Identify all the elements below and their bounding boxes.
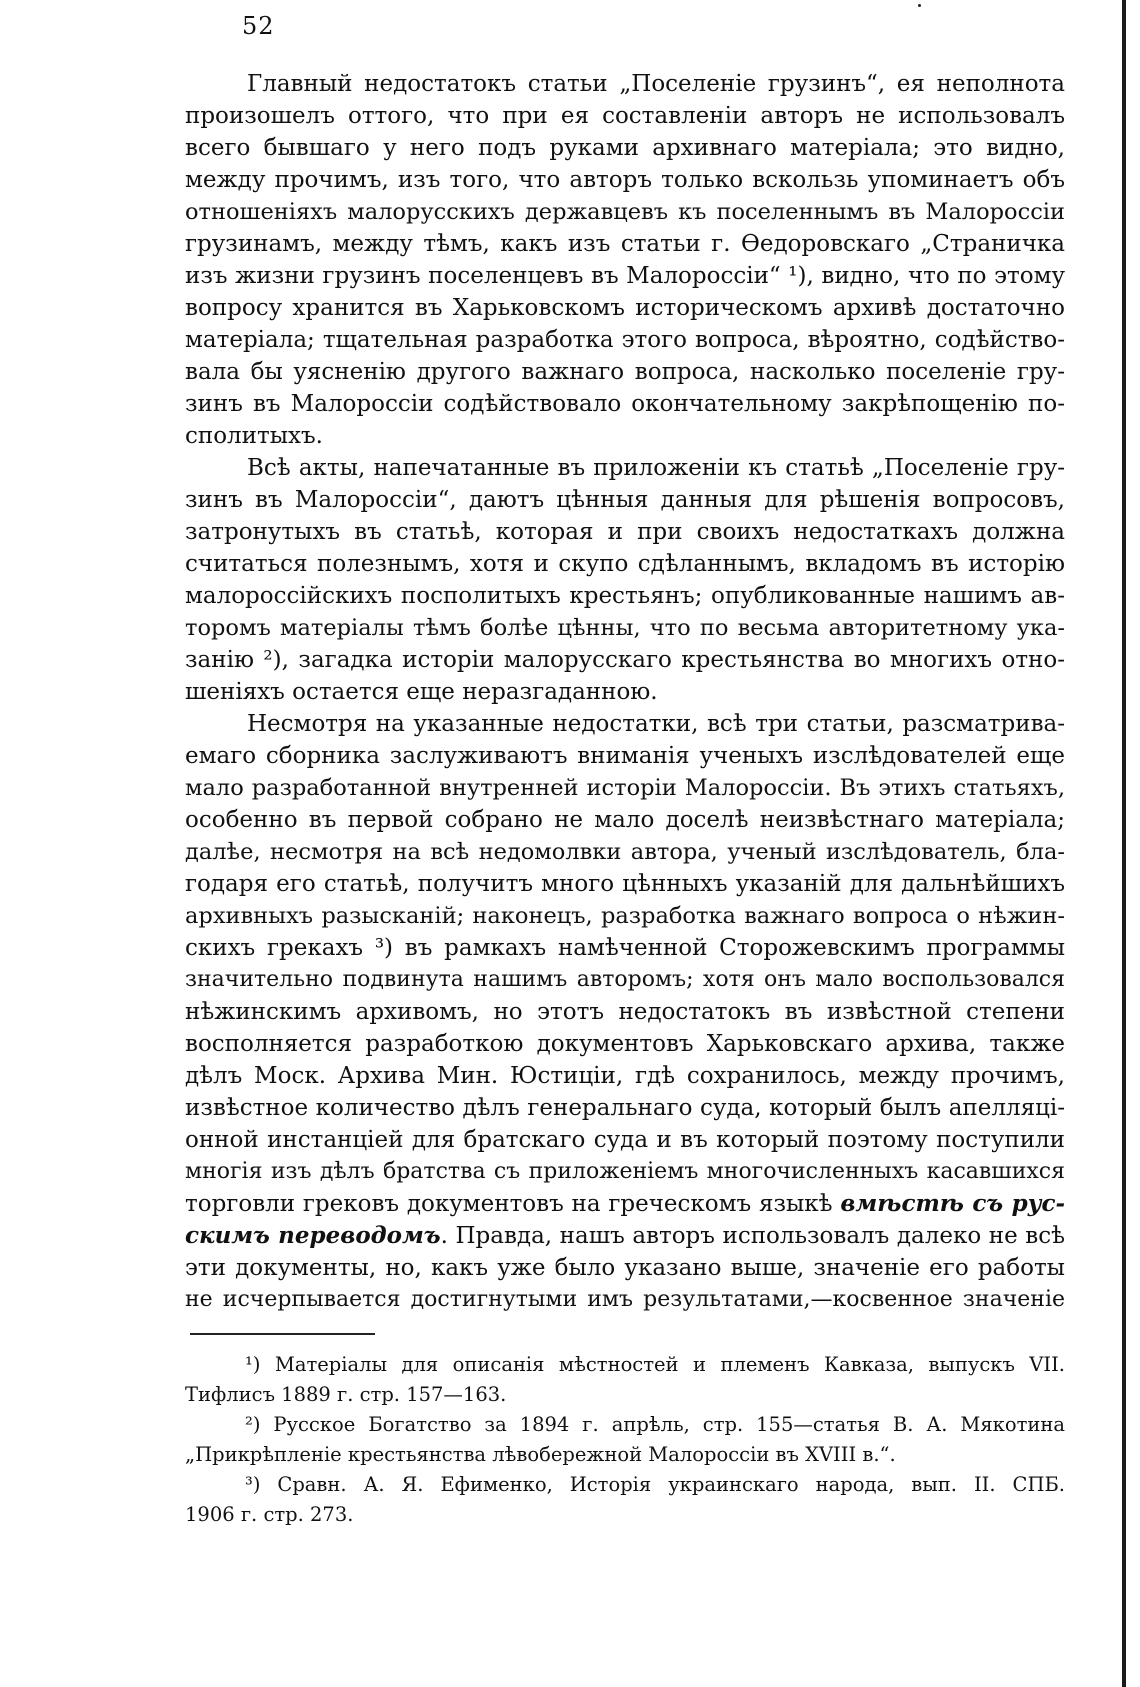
text-line: архивныхъ разысканій; наконецъ, разработка важнаго вопроса о нѣжин- — [185, 903, 1065, 929]
body-text — [185, 68, 1065, 1316]
text-line: Главный недостатокъ статьи „Поселеніе грузинъ“, ея неполнота — [247, 71, 1065, 97]
text-line: изъ жизни грузинъ поселенцевъ въ Малороссіи“ ¹), видно, что по этому — [185, 263, 1065, 289]
footnote-line: „Прикрѣпленіе крестьянства лѣвобережной Малороссіи въ XVIII в.“. — [185, 1443, 896, 1466]
text-line: матеріала; тщательная разработка этого вопроса, вѣроятно, содѣйство- — [185, 327, 1065, 353]
text-line: Всѣ акты, напечатанные въ приложеніи къ статьѣ „Поселеніе гру- — [247, 455, 1065, 481]
text-line: грузинамъ, между тѣмъ, какъ изъ статьи г. Ѳедоровскаго „Страничка — [185, 231, 1065, 257]
text-line: торомъ матеріалы тѣмъ болѣе цѣнны, что по весьма авторитетному ука- — [185, 615, 1065, 641]
text-line: восполняется разработкою документовъ Харьковскаго архива, также — [185, 1031, 1065, 1057]
page-number: 52 — [242, 12, 275, 40]
italic-phrase: скимъ переводомъ — [185, 1222, 441, 1249]
text-line: зинъ въ Малороссіи“, даютъ цѣнныя данныя для рѣшенія вопросовъ, — [185, 487, 1065, 513]
text-segment: торговли грековъ документовъ на греческомъ языкѣ — [185, 1191, 833, 1217]
text-line: между прочимъ, изъ того, что авторъ только вскользь упоминаетъ объ — [185, 167, 1065, 193]
text-line: нѣжинскимъ архивомъ, но этотъ недостатокъ въ извѣстной степени — [185, 999, 1065, 1025]
text-line: не исчерпывается достигнутыми имъ результатами,—косвенное значеніе — [185, 1287, 1065, 1312]
footnotes — [185, 1350, 1065, 1530]
text-line: шеніяхъ остается еще неразгаданною. — [185, 679, 658, 705]
text-line: дѣлъ Моск. Архива Мин. Юстиціи, гдѣ сохранилось, между прочимъ, — [185, 1063, 1065, 1089]
text-line: значительно подвинута нашимъ авторомъ; хотя онъ мало воспользовался — [185, 967, 1065, 992]
text-line: эти документы, но, какъ уже было указано выше, значеніе его работы — [185, 1255, 1065, 1281]
text-line: малороссійскихъ посполитыхъ крестьянъ; опубликованные нашимъ ав- — [185, 583, 1065, 609]
text-line: вопросу хранится въ Харьковскомъ историческомъ архивѣ достаточно — [185, 295, 1065, 321]
text-line: Несмотря на указанные недостатки, всѣ три статьи, разсматрива- — [247, 711, 1065, 737]
text-line: вала бы уясненію другого важнаго вопроса, насколько поселеніе гру- — [185, 359, 1065, 385]
text-line: затронутыхъ въ статьѣ, которая и при своихъ недостаткахъ должна — [185, 519, 1065, 545]
text-line: зинъ въ Малороссіи содѣйствовало окончательному закрѣпощенію по- — [185, 391, 1065, 417]
text-line: произошелъ оттого, что при ея составленіи авторъ не использовалъ — [185, 103, 1065, 129]
text-line: занію ²), загадка исторіи малорусскаго крестьянства во многихъ отно- — [185, 647, 1065, 673]
text-line: всего бывшаго у него подъ руками архивнаго матеріала; это видно, — [185, 135, 1065, 161]
footnote-line: ¹) Матеріалы для описанія мѣстностей и племенъ Кавказа, выпускъ VII. — [245, 1353, 1065, 1376]
text-line: мало разработанной внутренней исторіи Малороссіи. Въ этихъ статьяхъ, — [185, 775, 1065, 801]
text-segment: . Правда, нашъ авторъ использовалъ далеко не всѣ — [440, 1223, 1065, 1249]
footnote-line: ²) Русское Богатство за 1894 г. апрѣль, стр. 155—статья В. А. Мякотина — [245, 1413, 1065, 1436]
text-line-with-italic — [185, 1220, 1065, 1252]
italic-phrase: вмѣстѣ съ рус- — [840, 1190, 1065, 1217]
text-line: многія изъ дѣлъ братства съ приложеніемъ многочисленныхъ касавшихся — [185, 1159, 1065, 1184]
text-line: скихъ грекахъ ³) въ рамкахъ намѣченной Сторожевскимъ программы — [185, 935, 1065, 961]
text-line: считаться полезнымъ, хотя и скупо сдѣланнымъ, вкладомъ въ исторію — [185, 551, 1065, 577]
footnote-line: Тифлисъ 1889 г. стр. 157—163. — [185, 1383, 507, 1406]
text-line: сполитыхъ. — [185, 423, 323, 449]
text-line: далѣе, несмотря на всѣ недомолвки автора, ученый изслѣдователь, бла- — [185, 839, 1065, 865]
text-line-with-italic — [185, 1188, 1065, 1220]
text-line: онной инстанціей для братскаго суда и въ который поэтому поступили — [185, 1127, 1065, 1153]
text-line: емаго сборника заслуживаютъ вниманія ученыхъ изслѣдователей еще — [185, 743, 1065, 769]
text-line: отношеніяхъ малорусскихъ державцевъ къ поселеннымъ въ Малороссіи — [185, 199, 1065, 225]
footnote-line: ³) Сравн. А. Я. Ефименко, Исторія украинскаго народа, вып. II. СПБ. — [245, 1473, 1065, 1496]
text-line: особенно въ первой собрано не мало доселѣ неизвѣстнаго матеріала; — [185, 807, 1065, 833]
text-line: извѣстное количество дѣлъ генеральнаго суда, который былъ апелляці- — [185, 1095, 1065, 1121]
page-edge-rule — [1122, 0, 1126, 1687]
footnote-separator — [190, 1333, 375, 1335]
text-line: годаря его статьѣ, получитъ много цѣнныхъ указаній для дальнѣйшихъ — [185, 871, 1065, 897]
scan-speck — [918, 4, 921, 7]
footnote-line: 1906 г. стр. 273. — [185, 1503, 354, 1526]
